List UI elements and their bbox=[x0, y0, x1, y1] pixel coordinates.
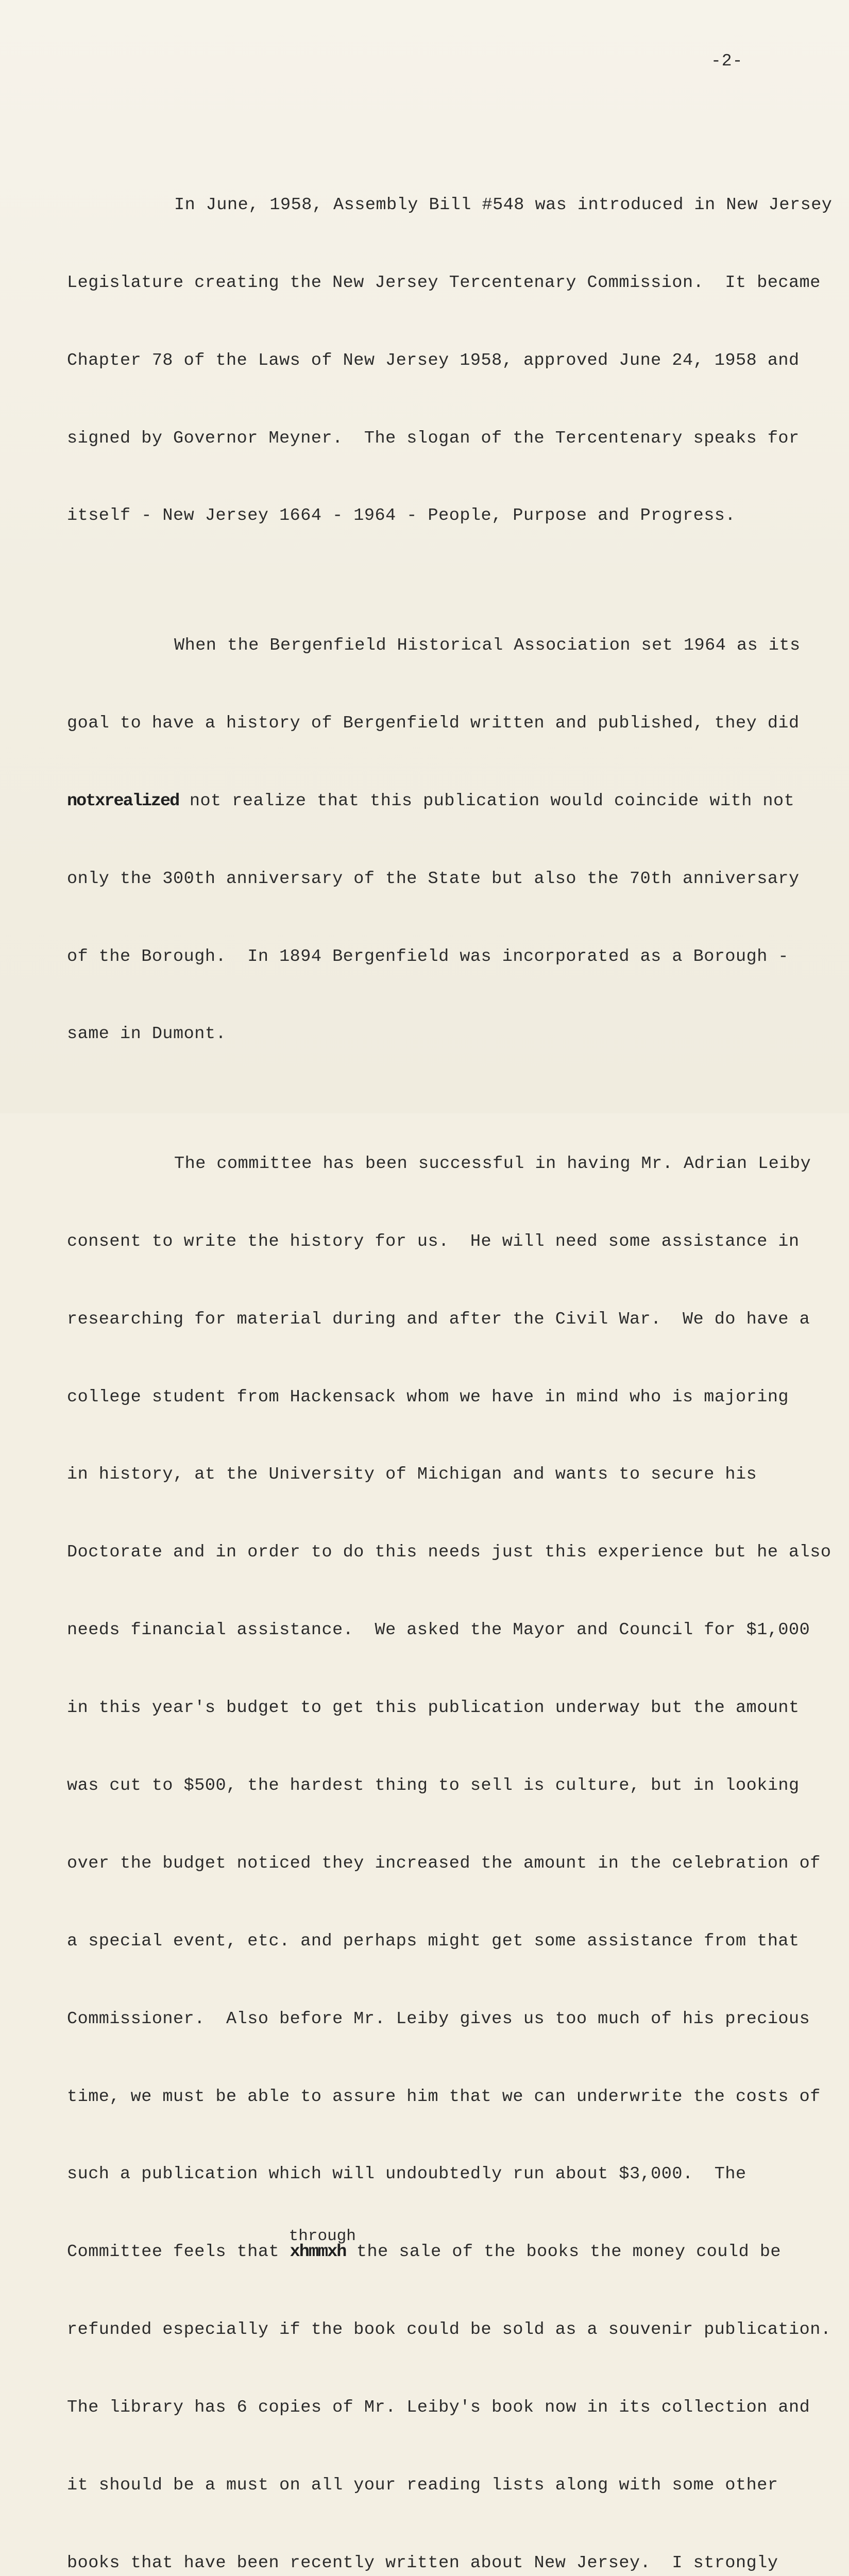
paragraph-line: it should be a must on all your reading lists along with some other bbox=[67, 2476, 778, 2496]
paragraph-line: refunded especially if the book could be sold as a souvenir publication. bbox=[67, 2320, 831, 2340]
paragraph-line: When the Bergenfield Historical Association set 1964 as its bbox=[174, 635, 801, 655]
paragraph-line: college student from Hackensack whom we have in mind who is majoring bbox=[67, 1387, 789, 1407]
letter-body bbox=[67, 114, 840, 2576]
typed-correction bbox=[288, 2227, 356, 2265]
line-text: not realize that this publication would coincide with not bbox=[179, 791, 795, 811]
paragraph-line: books that have been recently written about New Jersey. I strongly bbox=[67, 2553, 778, 2573]
line-text: the sale of the books the money could be bbox=[346, 2242, 782, 2262]
paragraph-line: a special event, etc. and perhaps might get some assistance from that bbox=[67, 1931, 800, 1951]
paragraph-line: time, we must be able to assure him that we can underwrite the costs of bbox=[67, 2087, 821, 2107]
paragraph-line: Doctorate and in order to do this needs just this experience but he also bbox=[67, 1543, 831, 1563]
paragraph-line: Chapter 78 of the Laws of New Jersey 1958, approved June 24, 1958 and bbox=[67, 350, 800, 370]
paragraph-line: only the 300th anniversary of the State but also the 70th anniversary bbox=[67, 869, 800, 889]
paragraph-line: signed by Governor Meyner. The slogan of the Tercentenary speaks for bbox=[67, 428, 800, 448]
correction-text: through bbox=[288, 2227, 356, 2246]
line-text: Committee feels that bbox=[67, 2242, 290, 2262]
paragraph-line-with-strikeout bbox=[67, 788, 840, 814]
struck-out-text: notxrealized bbox=[67, 791, 179, 811]
paragraph-line: researching for material during and after the Civil War. We do have a bbox=[67, 1309, 810, 1329]
paragraph-line: in this year's budget to get this publication underway but the amount bbox=[67, 1698, 800, 1718]
paragraph-line: The library has 6 copies of Mr. Leiby's book now in its collection and bbox=[67, 2398, 810, 2418]
paragraph-line: such a publication which will undoubtedly run about $3,000. The bbox=[67, 2164, 746, 2184]
paragraph-line: In June, 1958, Assembly Bill #548 was introduced in New Jersey bbox=[174, 195, 833, 215]
paragraph-line: The committee has been successful in having Mr. Adrian Leiby bbox=[174, 1154, 811, 1174]
paragraph-line: itself - New Jersey 1664 - 1964 - People, Purpose and Progress. bbox=[67, 506, 736, 526]
paragraph-line: consent to write the history for us. He will need some assistance in bbox=[67, 1231, 800, 1251]
paragraph-line: same in Dumont. bbox=[67, 1024, 227, 1044]
paragraph-line: needs financial assistance. We asked the Mayor and Council for $1,000 bbox=[67, 1620, 810, 1640]
paragraph-line-with-correction bbox=[67, 2227, 840, 2265]
struck-out-text: xhmmxh bbox=[290, 2242, 346, 2262]
page-number: -2- bbox=[711, 52, 743, 71]
paragraph-line: Legislature creating the New Jersey Tercentenary Commission. It became bbox=[67, 273, 821, 293]
paragraph-line: goal to have a history of Bergenfield written and published, they did bbox=[67, 713, 800, 733]
paragraph-line: in history, at the University of Michigan and wants to secure his bbox=[67, 1465, 757, 1485]
paragraph-line: of the Borough. In 1894 Bergenfield was incorporated as a Borough - bbox=[67, 946, 789, 967]
paragraph-line: over the budget noticed they increased the amount in the celebration of bbox=[67, 1853, 821, 1873]
paragraph-line: was cut to $500, the hardest thing to sell is culture, but in looking bbox=[67, 1776, 800, 1795]
paragraph-line: Commissioner. Also before Mr. Leiby gives us too much of his precious bbox=[67, 2009, 810, 2029]
